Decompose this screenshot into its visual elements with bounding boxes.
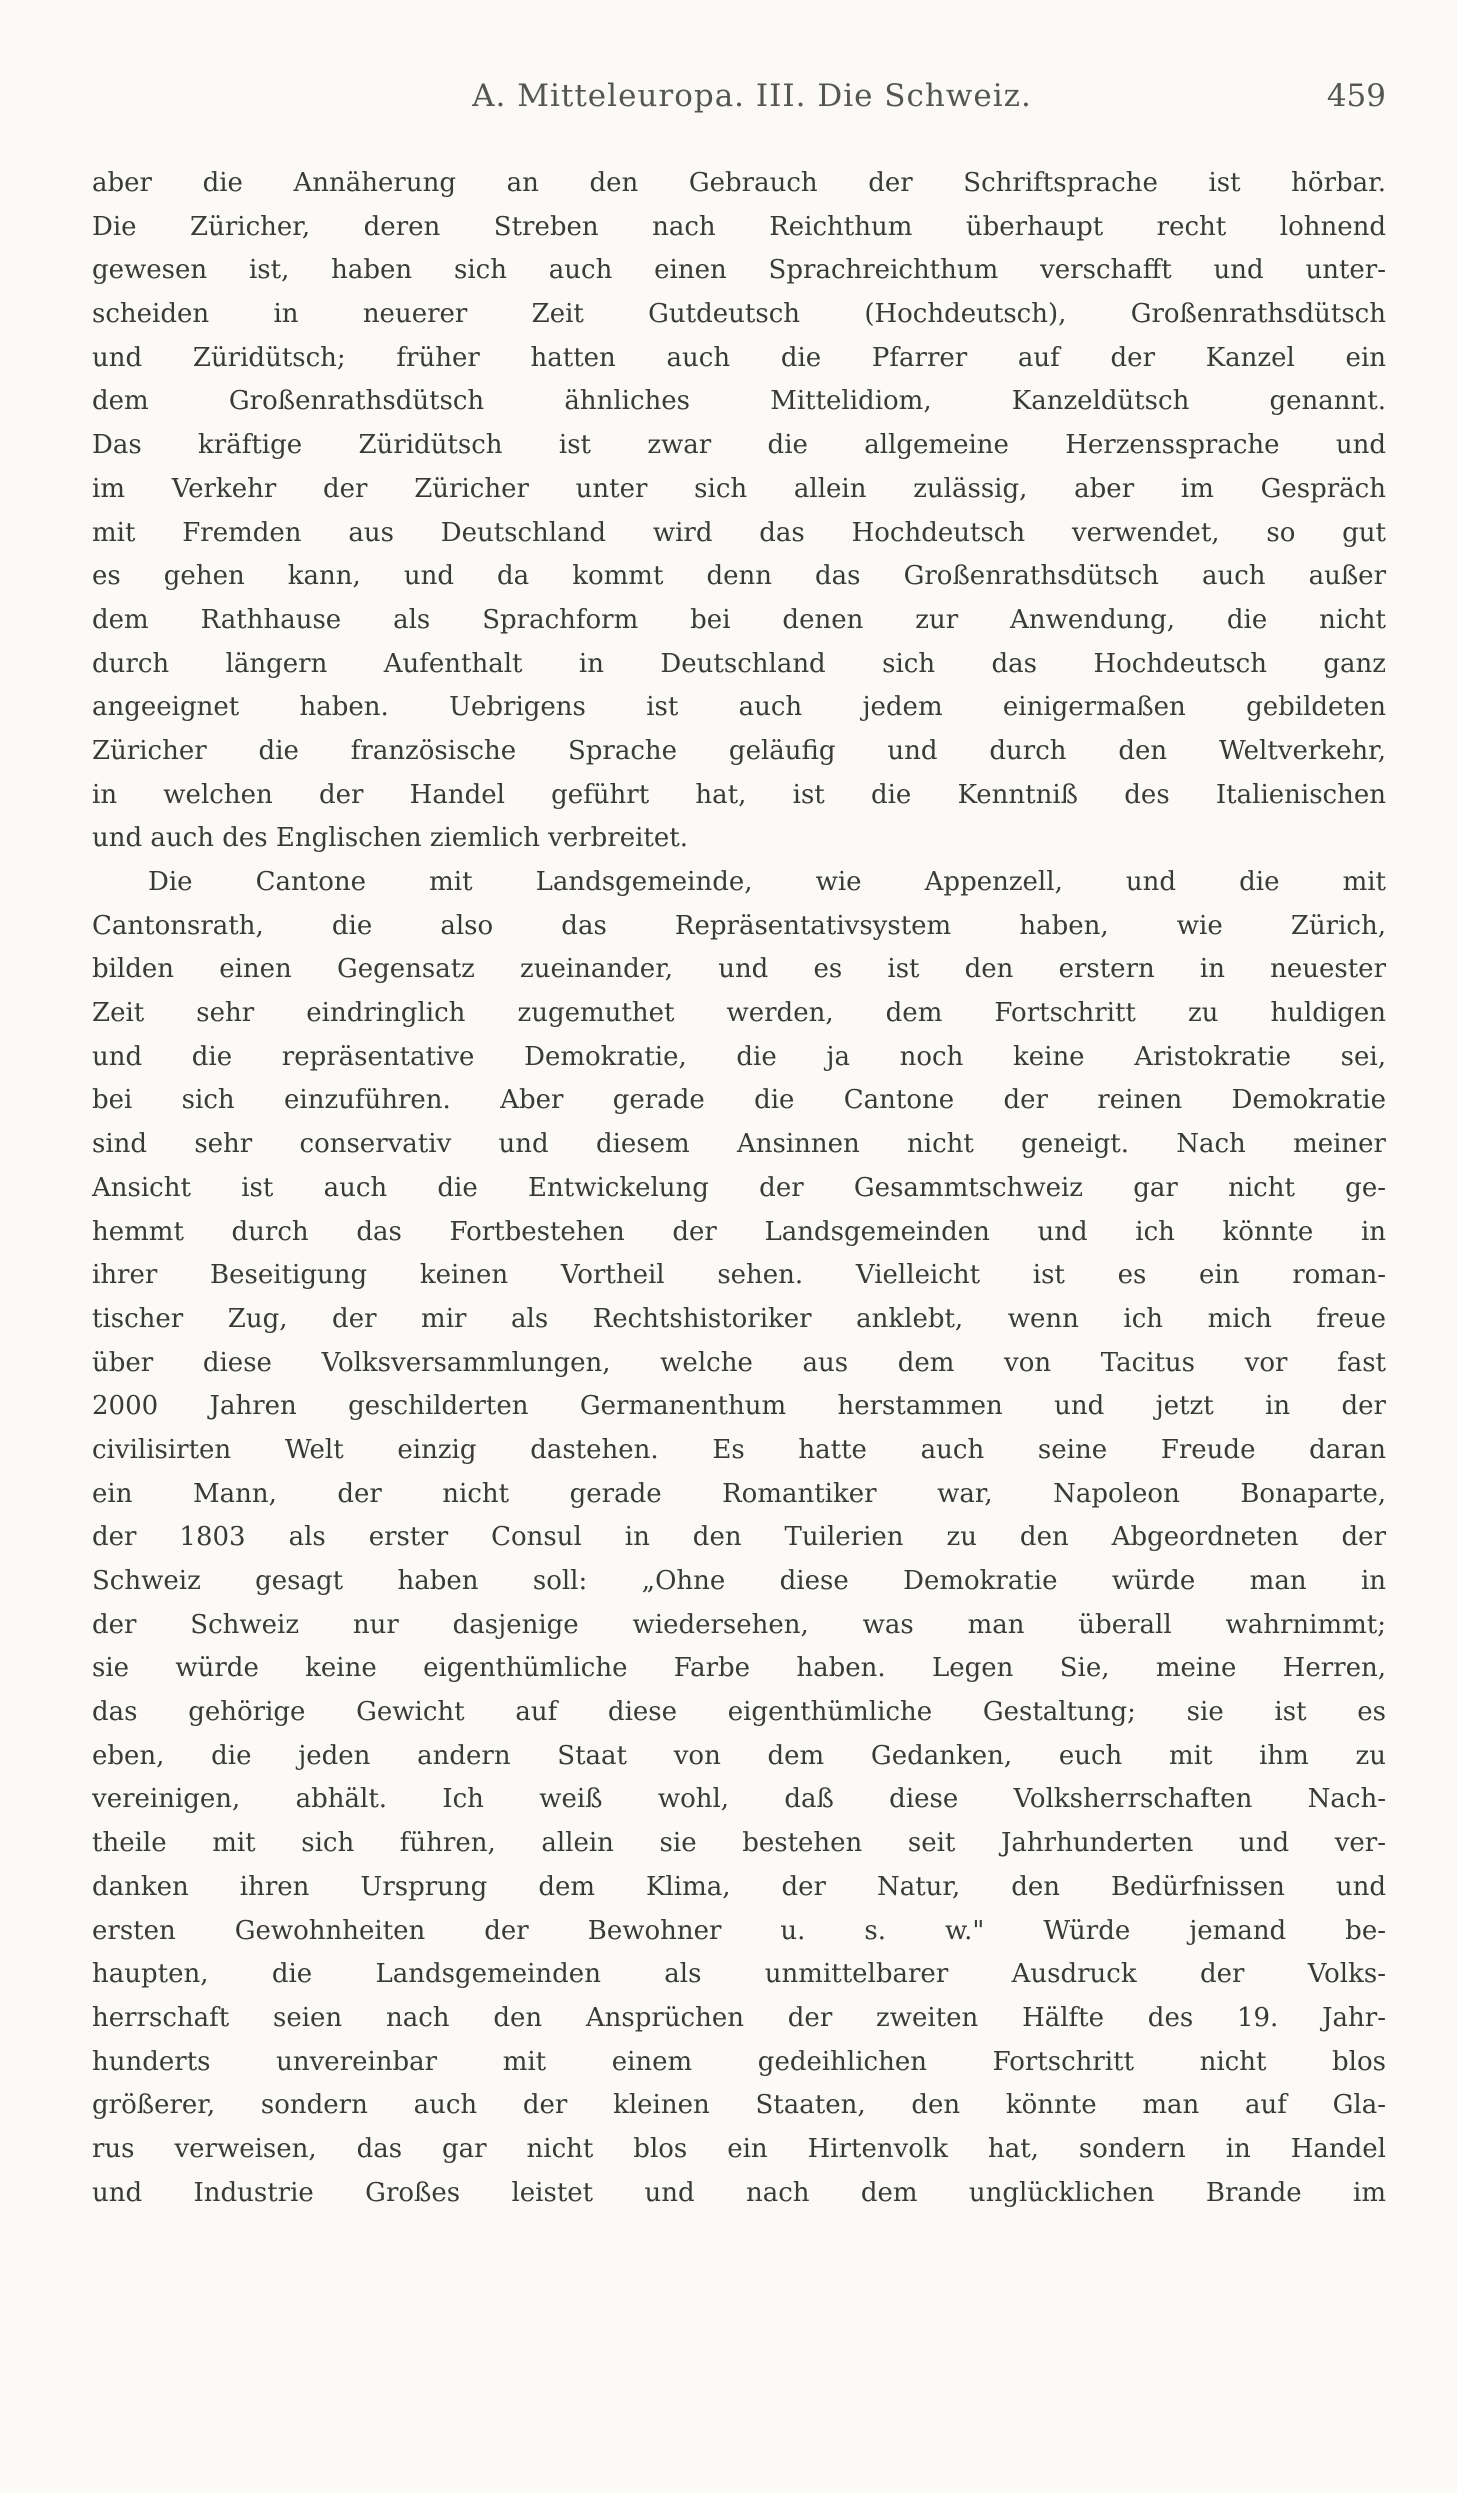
text-line: und die repräsentative Demokratie, die ja noch keine Aristokratie sei, [92,1041,1386,1072]
text-line: herrschaft seien nach den Ansprüchen der zweiten Hälfte des 19. Jahr- [92,2002,1386,2033]
text-line: der 1803 als erster Consul in den Tuilerien zu den Abgeordneten der [92,1522,1386,1553]
text-line: danken ihren Ursprung dem Klima, der Natur, den Bedürfnissen und [92,1871,1386,1902]
text-line: aber die Annäherung an den Gebrauch der Schriftsprache ist hörbar. [92,168,1386,198]
running-title: A. Mitteleuropa. III. Die Schweiz. [472,78,1032,114]
text-line: durch längern Aufenthalt in Deutschland sich das Hochdeutsch ganz [92,648,1386,679]
text-line: Ansicht ist auch die Entwickelung der Gesammtschweiz gar nicht ge- [92,1172,1386,1203]
text-line: hunderts unvereinbar mit einem gedeihlichen Fortschritt nicht blos [92,2046,1386,2077]
text-line: rus verweisen, das gar nicht blos ein Hirtenvolk hat, sondern in Handel [92,2133,1386,2164]
text-line: eben, die jeden andern Staat von dem Gedanken, euch mit ihm zu [92,1740,1386,1771]
text-line: haupten, die Landsgemeinden als unmittelbarer Ausdruck der Volks- [92,1959,1386,1990]
text-line: hemmt durch das Fortbestehen der Landsgemeinden und ich könnte in [92,1216,1386,1247]
text-line: sie würde keine eigenthümliche Farbe haben. Legen Sie, meine Herren, [92,1653,1386,1684]
text-line: bei sich einzuführen. Aber gerade die Cantone der reinen Demokratie [92,1085,1386,1116]
body-text [92,162,1386,2215]
text-line: das gehörige Gewicht auf diese eigenthümliche Gestaltung; sie ist es [92,1697,1386,1728]
text-line: Das kräftige Züridütsch ist zwar die allgemeine Herzenssprache und [92,430,1386,461]
text-line: angeeignet haben. Uebrigens ist auch jedem einigermaßen gebildeten [92,692,1386,723]
text-line: Cantonsrath, die also das Repräsentativsystem haben, wie Zürich, [92,910,1386,941]
text-line: in welchen der Handel geführt hat, ist die Kenntniß des Italienischen [92,779,1386,810]
text-line: ein Mann, der nicht gerade Romantiker war, Napoleon Bonaparte, [92,1478,1386,1509]
text-line: Schweiz gesagt haben soll: „Ohne diese Demokratie würde man in [92,1566,1386,1596]
text-line: Züricher die französische Sprache geläufig und durch den Weltverkehr, [92,735,1386,766]
text-line: Die Züricher, deren Streben nach Reichthum überhaupt recht lohnend [92,211,1386,242]
text-line: tischer Zug, der mir als Rechtshistoriker anklebt, wenn ich mich freue [92,1303,1386,1334]
text-line: der Schweiz nur dasjenige wiedersehen, was man überall wahrnimmt; [92,1609,1386,1640]
text-line: mit Fremden aus Deutschland wird das Hochdeutsch verwendet, so gut [92,517,1386,548]
text-line: und Züridütsch; früher hatten auch die Pfarrer auf der Kanzel ein [92,342,1386,373]
text-line: gewesen ist, haben sich auch einen Sprachreichthum verschafft und unter- [92,255,1386,286]
text-line: und auch des Englischen ziemlich verbreitet. [92,823,688,854]
text-line: ihrer Beseitigung keinen Vortheil sehen. Vielleicht ist es ein roman- [92,1260,1386,1291]
page-number: 459 [1326,78,1386,114]
text-line: theile mit sich führen, allein sie bestehen seit Jahrhunderten und ver- [92,1828,1386,1859]
text-line: es gehen kann, und da kommt denn das Großenrathsdütsch auch außer [92,561,1386,592]
text-line: sind sehr conservativ und diesem Ansinnen nicht geneigt. Nach meiner [92,1129,1386,1160]
text-line: scheiden in neuerer Zeit Gutdeutsch (Hochdeutsch), Großenrathsdütsch [92,299,1386,330]
text-line: Zeit sehr eindringlich zugemuthet werden, dem Fortschritt zu huldigen [92,998,1386,1029]
text-line: 2000 Jahren geschilderten Germanenthum herstammen und jetzt in der [92,1391,1386,1422]
text-line: und Industrie Großes leistet und nach dem unglücklichen Brande im [92,2177,1386,2208]
text-line: dem Rathhause als Sprachform bei denen zur Anwendung, die nicht [92,604,1386,635]
text-line: im Verkehr der Züricher unter sich allein zulässig, aber im Gespräch [92,473,1386,504]
text-line: bilden einen Gegensatz zueinander, und es ist den erstern in neuester [92,954,1386,985]
text-line: civilisirten Welt einzig dastehen. Es hatte auch seine Freude daran [92,1434,1386,1465]
text-line: über diese Volksversammlungen, welche aus dem von Tacitus vor fast [92,1347,1386,1378]
text-line: größerer, sondern auch der kleinen Staaten, den könnte man auf Gla- [92,2090,1386,2121]
running-head [92,78,1386,130]
text-line: ersten Gewohnheiten der Bewohner u. s. w." Würde jemand be- [92,1915,1386,1946]
text-line: dem Großenrathsdütsch ähnliches Mittelidiom, Kanzeldütsch genannt. [92,386,1386,417]
text-line: vereinigen, abhält. Ich weiß wohl, daß diese Volksherrschaften Nach- [92,1784,1386,1815]
text-line: Die Cantone mit Landsgemeinde, wie Appenzell, und die mit [148,867,1386,897]
